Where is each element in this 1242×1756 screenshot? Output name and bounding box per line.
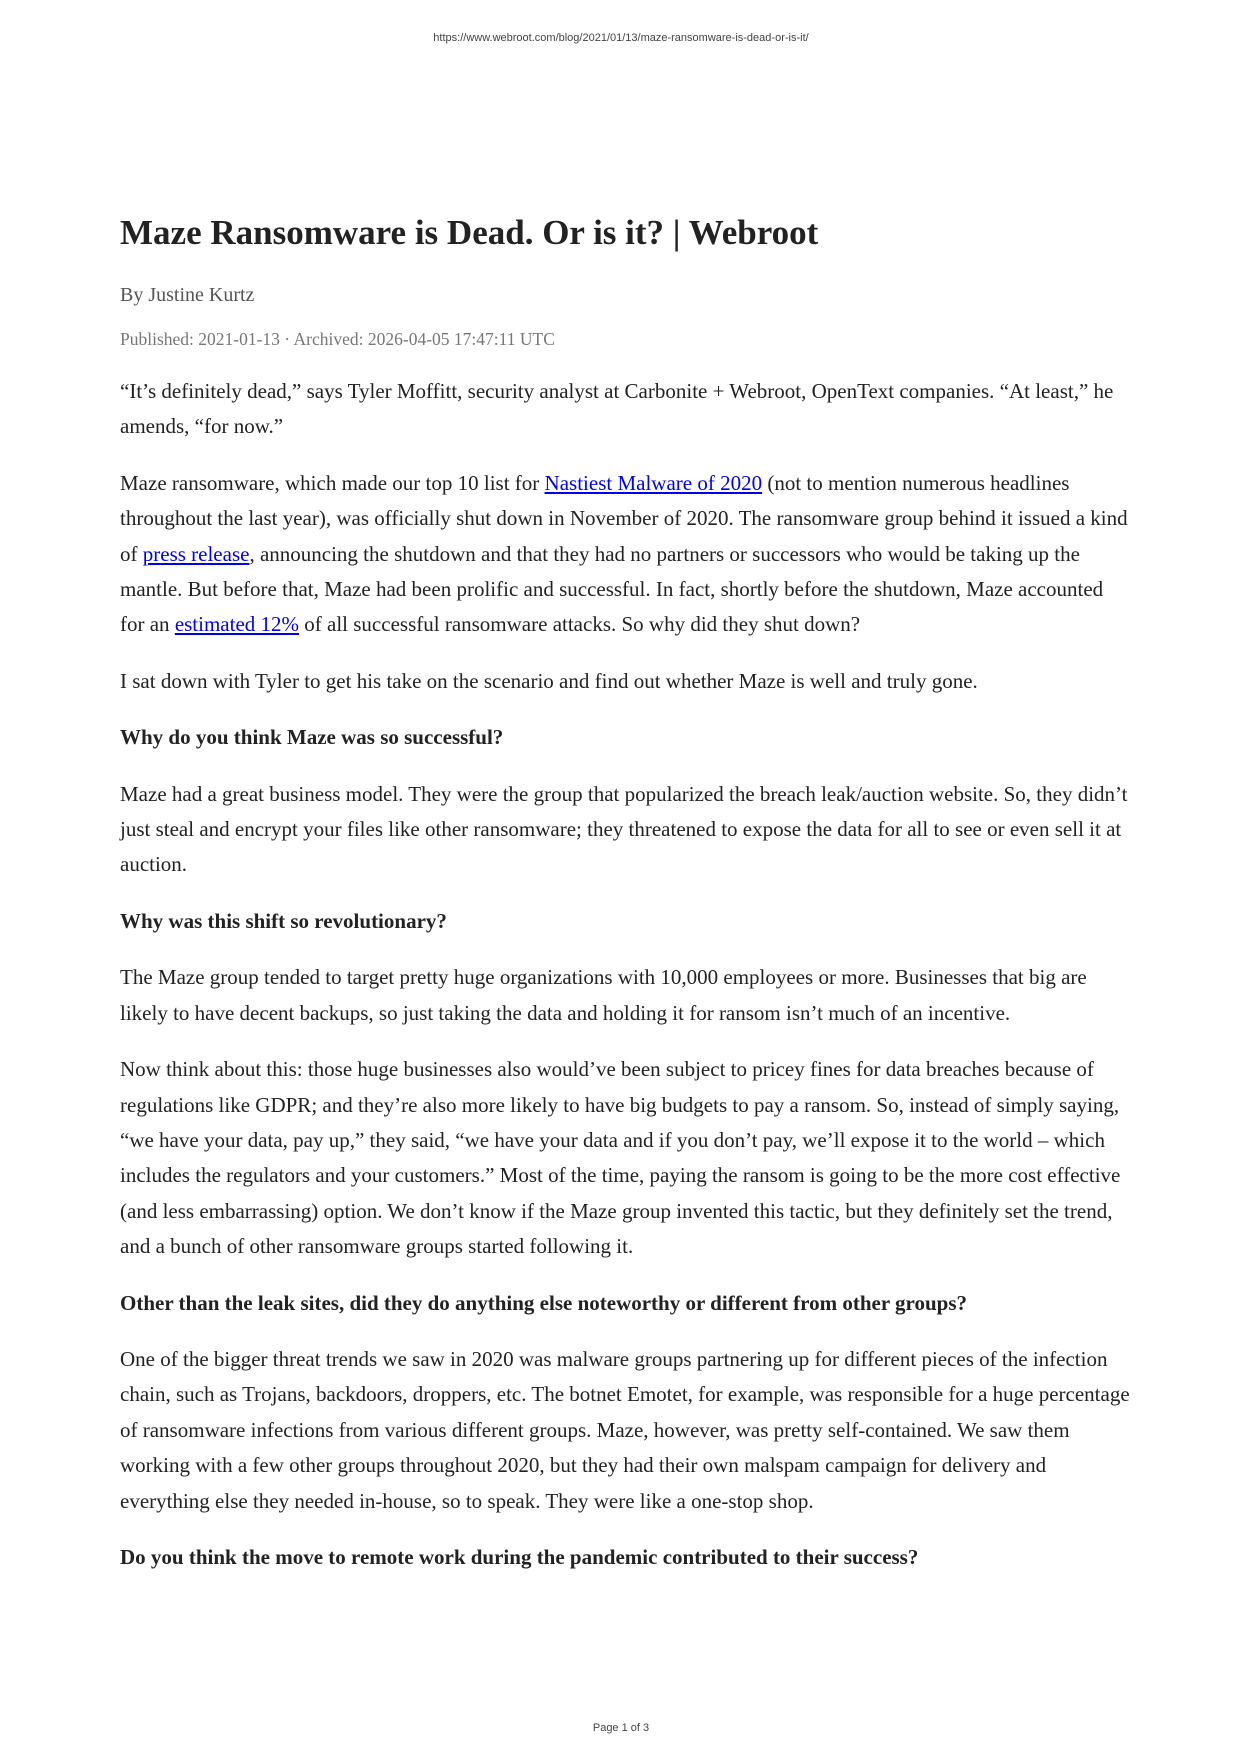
page-number: Page 1 of 3 [592, 1722, 650, 1734]
publish-meta: Published: 2021-01-13 · Archived: 2026-04-05 17:47:11 UTC [120, 329, 555, 349]
byline: By Justine Kurtz [120, 284, 255, 306]
paragraph: Maze had a great business model. They were the group that popularized the breach leak/auction website. So, they didn’t just steal and encrypt your files like other ransomware; they threatened to expose the data for all to see or even sell it at auction. [120, 781, 1128, 877]
question-heading: Why do you think Maze was so successful? [120, 725, 504, 750]
estimated-12-link[interactable]: estimated 12% [174, 612, 300, 637]
paragraph: Now think about this: those huge businesses also would’ve been subject to pricey fines for data breaches because of regulations like GDPR; and they’re also more likely to have big budgets to pay a ransom. So, instead of simply saying, “we have your data, pay up,” they said, “we have your data and if you don’t pay, we’ll expose it to the world – which includes the regulators and your customers.” Most of the time, paying the ransom is going to be the more cost effective (and less embarrassing) option. We don’t know if the Maze group invented this tactic, but they definitely set the trend, and a bunch of other ransomware groups started following it. [120, 1057, 1121, 1259]
article-title: Maze Ransomware is Dead. Or is it? | Webroot [120, 213, 819, 252]
text: , announcing the shutdown and that they had no partners or successors who would be taking up the mantle. But before that, Maze had been prolific and successful. In fact, shortly before the shutdown, Maze accounted for an [120, 541, 1104, 637]
nastiest-malware-link[interactable]: Nastiest Malware of 2020 [544, 470, 763, 495]
press-release-link[interactable]: press release [142, 541, 250, 566]
question-heading: Why was this shift so revolutionary? [120, 908, 447, 933]
page-url-header: https://www.webroot.com/blog/2021/01/13/maze-ransomware-is-dead-or-is-it/ [433, 32, 809, 44]
paragraph [120, 466, 1132, 643]
paragraph: One of the bigger threat trends we saw in 2020 was malware groups partnering up for different pieces of the infection chain, such as Trojans, backdoors, droppers, etc. The botnet Emotet, for example, was responsible for a huge percentage of ransomware infections from various different groups. Maze, however, was pretty self-contained. We saw them working with a few other groups throughout 2020, but they had their own malspam campaign for delivery and everything else they needed in-house, so to speak. They were like a one-stop shop. [120, 1346, 1130, 1513]
text: of all successful ransomware attacks. So why did they shut down? [299, 612, 861, 637]
article [120, 212, 1132, 1596]
paragraph: I sat down with Tyler to get his take on the scenario and find out whether Maze is well and truly gone. [120, 668, 978, 693]
text: (not to mention numerous headlines throughout the last year), was officially shut down in November of 2020. The ransomware group behind it issued a kind of [120, 470, 1128, 566]
text: Maze ransomware, which made our top 10 list for [120, 470, 545, 495]
question-heading: Other than the leak sites, did they do anything else noteworthy or different from other groups? [120, 1290, 968, 1315]
question-heading: Do you think the move to remote work during the pandemic contributed to their success? [120, 1544, 919, 1569]
paragraph: The Maze group tended to target pretty huge organizations with 10,000 employees or more. Businesses that big are likely to have decent backups, so just taking the data and holding it for ransom isn’t much of an incentive. [120, 965, 1087, 1025]
paragraph: “It’s definitely dead,” says Tyler Moffitt, security analyst at Carbonite + Webroot, OpenText companies. “At least,” he amends, “for now.” [120, 379, 1114, 439]
